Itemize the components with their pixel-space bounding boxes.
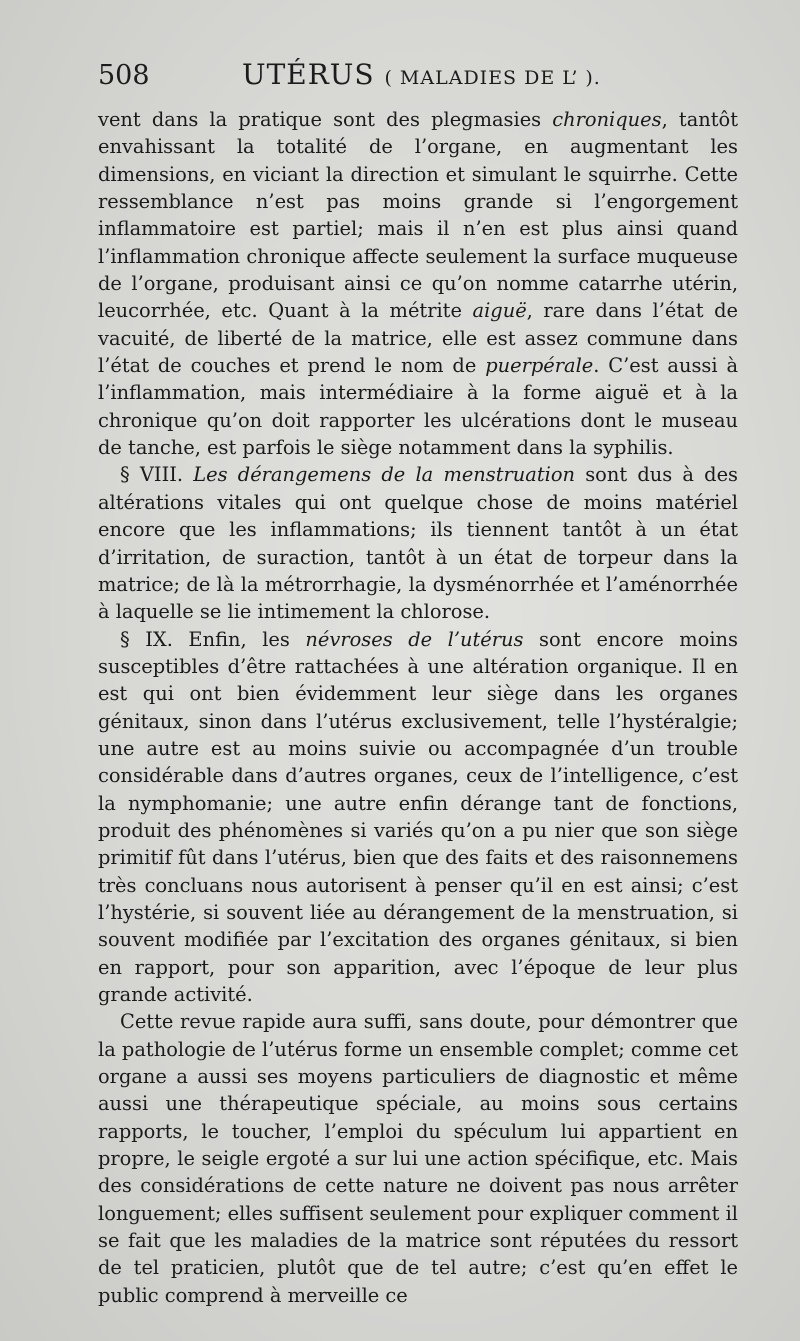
- running-subtitle: ( MALADIES DE L’ ).: [384, 67, 601, 89]
- text-segment: Cette revue rapide aura suffi, sans doute, pour démontrer que la pathologie de l’utérus forme un ensemble complet; comme cet organe a aussi ses moyens particuliers de diagnostic et même aussi une thérapeutique spéciale, au moins sous certains rapports, le toucher, l’emploi du spéculum lui appartient en propre, le seigle ergoté a sur lui une action spécifique, etc. Mais des considérations de cette nature ne doivent pas nous arrêter longuement; elles suffisent seulement pour expliquer comment il se fait que les maladies de la matrice sont réputées du ressort de tel praticien, plutôt que de tel autre; c’est qu’en effet le public comprend à merveille ce: [98, 1010, 738, 1307]
- text-segment: , tantôt envahissant la totalité de l’organe, en augmentant les dimensions, en viciant la direction et simulant le squirrhe. Cette ressemblance n’est pas moins grande si l’engorgement inflammatoire est partiel; mais il n’en est plus ainsi quand l’inflammation chronique affecte seulement la surface muqueuse de l’organe, produisant ainsi ce qu’on nomme catarrhe utérin, leucorrhée, etc. Quant à la métrite: [98, 108, 738, 323]
- paragraph: [98, 626, 738, 1009]
- text-segment: sont dus à des altérations vitales qui ont quelque chose de moins matériel encore que les inflammations; ils tiennent tantôt à un état d’irritation, de suraction, tantôt à un état de torpeur dans la matrice; de là la métrorrhagie, la dysménorrhée et l’aménorrhée à laquelle se lie intimement la chlorose.: [98, 463, 739, 624]
- text-segment: § IX. Enfin, les: [120, 627, 306, 651]
- text-segment: § VIII.: [120, 463, 194, 487]
- running-head: [242, 58, 601, 91]
- text-segment: sont encore moins susceptibles d’être rattachées à une altération organique. Il en est qui ont bien évidemment leur siège dans les organes génitaux, sinon dans l’utérus exclusivement, telle l’hystéralgie; une autre est au moins suivie ou accompagnée d’un trouble considérable dans d’autres organes, ceux de l’intelligence, c’est la nymphomanie; une autre enfin dérange tant de fonctions, produit des phénomènes si variés qu’on a pu nier que son siège primitif fût dans l’utérus, bien que des faits et des raisonnemens très concluans nous autorisent à penser qu’il en est ainsi; c’est l’hystérie, si souvent liée au dérangement de la menstruation, si souvent modifiée par l’excitation des organes génitaux, si bien en rapport, pour son apparition, avec l’époque de leur plus grande activité.: [98, 627, 738, 1006]
- italic-text: chroniques: [552, 108, 662, 131]
- page-number: 508: [98, 60, 150, 91]
- running-title: UTÉRUS: [242, 58, 375, 91]
- text-segment: vent dans la pratique sont des plegmasies: [98, 108, 553, 131]
- paragraph: [98, 1008, 738, 1309]
- body-text: [98, 106, 738, 1309]
- italic-text: névroses de l’utérus: [305, 627, 524, 651]
- italic-text: puerpérale: [485, 354, 594, 378]
- paragraph: [98, 461, 738, 625]
- page-header: [96, 54, 736, 98]
- text-segment: , rare dans l’état de vacuité, de liberté de la matrice, elle est assez commune dans l’état de couches et prend le nom de: [98, 299, 738, 378]
- text-segment: . C’est aussi à l’inflammation, mais intermédiaire à la forme aiguë et à la chronique qu’on doit rapporter les ulcérations dont le museau de tanche, est parfois le siège notamment dans la syphilis.: [98, 354, 739, 460]
- italic-text: Les dérangemens de la menstruation: [193, 463, 576, 487]
- italic-text: aiguë: [472, 299, 527, 323]
- paragraph: [98, 106, 738, 461]
